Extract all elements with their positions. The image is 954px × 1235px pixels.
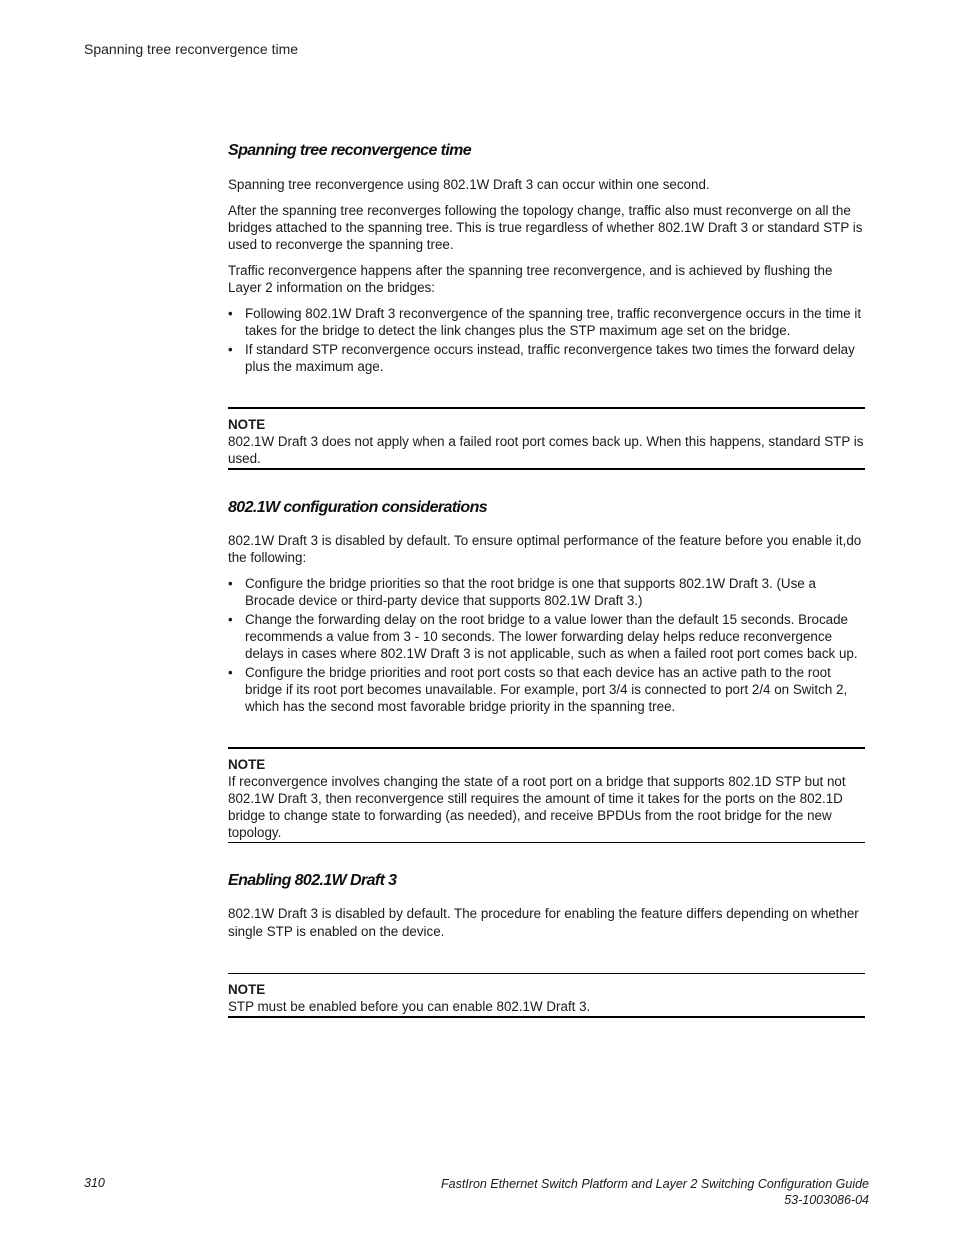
paragraph: 802.1W Draft 3 is disabled by default. To ensure optimal performance of the feature before you enable it,do the following: — [228, 533, 862, 565]
note-label: NOTE — [228, 417, 266, 432]
section-heading: Spanning tree reconvergence time — [228, 142, 472, 159]
guide-title: FastIron Ethernet Switch Platform and Layer 2 Switching Configuration Guide — [441, 1177, 869, 1191]
list-item — [228, 664, 865, 715]
bullet-icon: • — [228, 665, 233, 680]
list-item — [228, 611, 865, 662]
note-label: NOTE — [228, 757, 266, 772]
section-heading: Enabling 802.1W Draft 3 — [228, 872, 397, 889]
bullet-list — [228, 575, 865, 715]
bullet-icon: • — [228, 306, 233, 321]
note-label: NOTE — [228, 982, 266, 997]
list-item-text: If standard STP reconvergence occurs instead, traffic reconvergence takes two times the forward delay plus the maximum age. — [245, 342, 855, 374]
footer-doc-info — [441, 1176, 869, 1208]
bullet-list — [228, 305, 865, 375]
list-item-text: Configure the bridge priorities and root port costs so that each device has an active path to the root bridge if its root port becomes unavailable. For example, port 3/4 is connected to port 2/4 on Switch 2, which has the second most favorable bridge priority in the spanning tree. — [245, 665, 848, 714]
bullet-icon: • — [228, 612, 233, 627]
section-heading: 802.1W configuration considerations — [228, 499, 488, 516]
note-box — [228, 973, 865, 1018]
paragraph: Traffic reconvergence happens after the spanning tree reconvergence, and is achieved by flushing the Layer 2 information on the bridges: — [228, 263, 833, 295]
list-item — [228, 575, 865, 609]
note-text: 802.1W Draft 3 does not apply when a failed root port comes back up. When this happens, standard STP is used. — [228, 434, 864, 466]
paragraph: 802.1W Draft 3 is disabled by default. The procedure for enabling the feature differs depending on whether single STP is enabled on the device. — [228, 906, 859, 939]
list-item-text: Configure the bridge priorities so that the root bridge is one that supports 802.1W Draft 3. (Use a Brocade device or third-party device that supports 802.1W Draft 3.) — [245, 576, 816, 608]
page-number: 310 — [84, 1176, 105, 1190]
paragraph: After the spanning tree reconverges following the topology change, traffic also must reconverge on all the bridges attached to the spanning tree. This is true regardless of whether 802.1W Draft 3 or standard STP is used to reconverge the spanning tree. — [228, 203, 863, 252]
page-content — [228, 140, 865, 1018]
paragraph: Spanning tree reconvergence using 802.1W Draft 3 can occur within one second. — [228, 177, 710, 192]
bullet-icon: • — [228, 342, 233, 357]
list-item — [228, 305, 865, 339]
list-item-text: Following 802.1W Draft 3 reconvergence of the spanning tree, traffic reconvergence occurs in the time it takes for the bridge to detect the link changes plus the STP maximum age set on the bridge. — [245, 306, 862, 338]
note-box — [228, 407, 865, 470]
bullet-icon: • — [228, 576, 233, 591]
running-header: Spanning tree reconvergence time — [84, 41, 299, 57]
note-box — [228, 747, 865, 843]
list-item-text: Change the forwarding delay on the root bridge to a value lower than the default 15 seconds. Brocade recommends a value from 3 - 10 seconds. The lower forwarding delay helps reduce reconvergence delays in cases where 802.1W Draft 3 is not applicable, such as when a failed root port comes back up. — [245, 612, 858, 661]
doc-number: 53-1003086-04 — [784, 1193, 869, 1207]
note-text: If reconvergence involves changing the state of a root port on a bridge that supports 802.1D STP but not 802.1W Draft 3, then reconvergence still requires the amount of time it takes for the ports on the 802.1D bridge to change state to forwarding (as needed), and receive BPDUs from the root bridge for the new topology. — [228, 774, 846, 840]
list-item — [228, 341, 865, 375]
note-text: STP must be enabled before you can enable 802.1W Draft 3. — [228, 999, 591, 1014]
